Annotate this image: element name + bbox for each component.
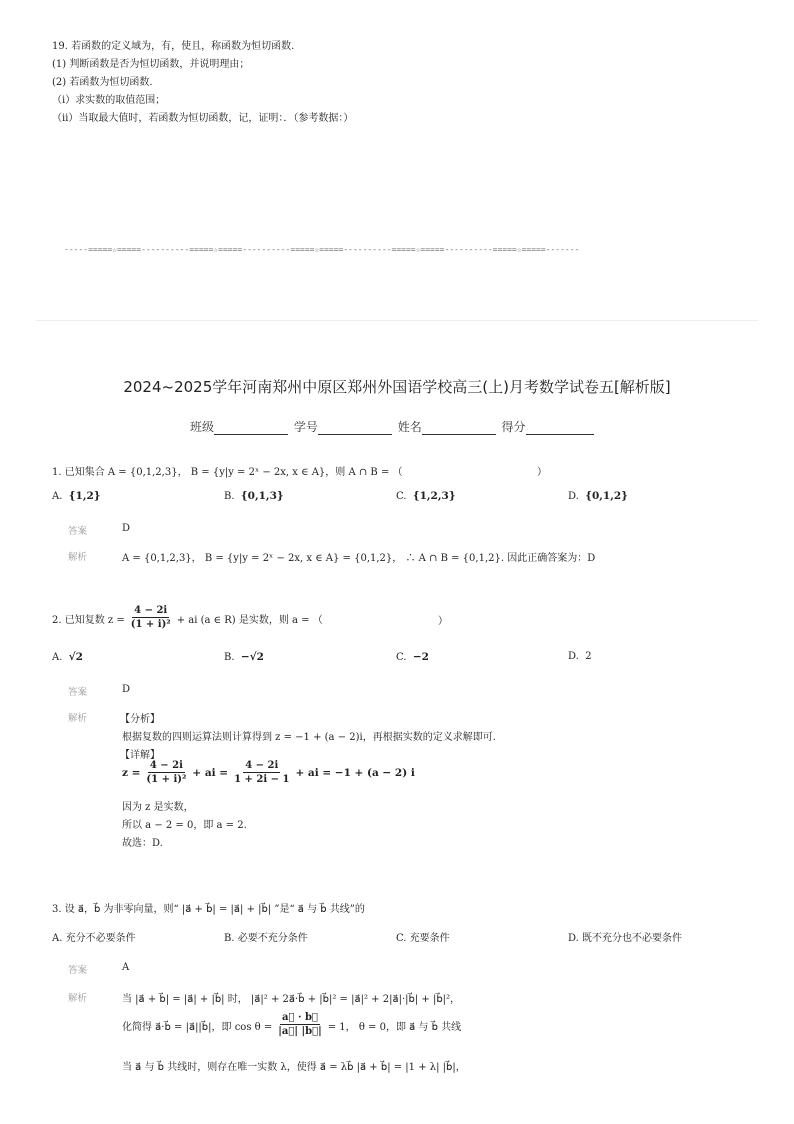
q2-option-a: A. √2 [52, 651, 83, 663]
q1-paren-close: ） [537, 467, 547, 478]
student-info-fields [190, 418, 596, 435]
q3-analysis-label: 解析 [68, 993, 88, 1004]
q2-eq-fraction-1: $\frac{4 - 2i}{\text{(1 + i)²}}$ [146, 760, 187, 785]
q1-option-a: A. {1,2} [52, 490, 101, 502]
q1-analysis: A = {0,1,2,3}， B = {y|y = 2ˣ − 2x, x ∈ A} = {0,1,2}， ∴ A ∩ B = {0,1,2}. 因此正确答案为：D [122, 553, 596, 564]
q2-answer: D [122, 684, 131, 695]
q2-option-c: C. −2 [396, 651, 429, 663]
q2-option-d: D. 2 [568, 651, 592, 662]
page-title: 2024~2025学年河南郑州中原区郑州外国语学校高三(上)月考数学试卷五[解析版] [123, 378, 671, 396]
q2-line-c: 故选：D. [122, 838, 163, 849]
q3-line3: 当 a⃗ 与 b⃗ 共线时，则存在唯一实数 λ，使得 a⃗ = λb⃗ |a⃗ + b⃗| = |1 + λ| |b⃗|， [122, 1062, 466, 1073]
q3-option-c: C. 充要条件 [396, 933, 450, 944]
field-class-blank[interactable] [214, 422, 288, 435]
field-number-label: 学号 [293, 420, 318, 434]
q2-equation: z = $\frac{4 - 2i}{\text{(1 + i)²}}$ + ai = $\frac{4 - 2i}{1 + 2i - 1}$ + ai = −1 + (a − 2) i [122, 760, 415, 785]
q1-option-b: B. {0,1,3} [224, 490, 284, 502]
field-name-label: 姓名 [397, 420, 422, 434]
q3-line1: 当 |a⃗ + b⃗| = |a⃗| + |b⃗| 时， |a⃗|² + 2a⃗·b⃗ + |b⃗|² = |a⃗|² + 2|a⃗|·|b⃗| + |b⃗|²， [122, 994, 461, 1005]
field-score-label: 得分 [501, 420, 526, 434]
q2-paren-close: ） [438, 616, 448, 627]
field-number-blank[interactable] [318, 422, 392, 435]
q19-part2: (2) 若函数为恒切函数. [52, 77, 153, 88]
q3-cos-fraction: $\frac{a⃗ \cdot b⃗}{|a⃗| |b⃗|}$ [278, 1012, 322, 1037]
q2-xiangjie-tag: 【详解】 [120, 750, 160, 761]
q1-answer: D [122, 523, 131, 534]
q2-eq-fraction-2: $\frac{4 - 2i}{1 + 2i - 1}$ [234, 760, 290, 785]
q1-stem: 1. 已知集合 A = {0,1,2,3}， B = {y|y = 2ˣ − 2x, x ∈ A}，则 A ∩ B = （ [52, 467, 403, 478]
q19-part1: (1) 判断函数是否为恒切函数，并说明理由； [52, 59, 250, 70]
q19-stem: 19. 若函数的定义域为，有，使且，称函数为恒切函数. [52, 41, 295, 52]
q2-fenxi-tag: 【分析】 [120, 714, 160, 725]
q2-answer-label: 答案 [68, 687, 88, 698]
field-name-blank[interactable] [422, 422, 496, 435]
field-score-blank[interactable] [526, 422, 594, 435]
q19-part2-i: （ⅰ）求实数的取值范围； [52, 95, 166, 106]
q1-option-c: C. {1,2,3} [396, 490, 456, 502]
q2-fenxi: 根据复数的四则运算法则计算得到 z = −1 + (a − 2)i，再根据实数的定义求解即可. [122, 732, 496, 743]
q19-part2-ii: （ⅱ）当取最大值时，若函数为恒切函数，记，证明：．（参考数据：） [52, 113, 354, 124]
q3-option-a: A. 充分不必要条件 [52, 933, 136, 944]
q1-answer-label: 答案 [68, 526, 88, 537]
field-class-label: 班级 [190, 420, 215, 434]
q2-option-b: B. −√2 [224, 651, 264, 663]
q2-stem: 2. 已知复数 z = $\frac{4 - 2i}{\text{(1 + i)²}}$ + ai (a ∈ R) 是实数，则 a = （ [52, 605, 323, 630]
q3-answer: A [122, 962, 130, 973]
q3-option-d: D. 既不充分也不必要条件 [568, 933, 683, 944]
q3-answer-label: 答案 [68, 965, 88, 976]
q2-analysis-label: 解析 [68, 713, 88, 724]
separator-line: -----=====☆=====----------=====☆=====----------=====☆=====----------=====☆=====----------=====☆=====------- [64, 245, 580, 254]
q2-line-b: 所以 a − 2 = 0，即 a = 2. [122, 820, 247, 831]
q1-option-d: D. {0,1,2} [568, 490, 628, 502]
q2-line-a: 因为 z 是实数， [122, 802, 194, 813]
page-divider [36, 320, 758, 321]
q3-line2: 化简得 a⃗·b⃗ = |a⃗||b⃗|，即 cos θ = $\frac{a⃗ \cdot b⃗}{|a⃗| |b⃗|}$ = 1， θ = 0，即 a⃗ 与 b⃗ 共线 [122, 1012, 462, 1037]
q1-analysis-label: 解析 [68, 552, 88, 563]
q3-option-b: B. 必要不充分条件 [224, 933, 308, 944]
q2-fraction: $\frac{4 - 2i}{\text{(1 + i)²}}$ [130, 605, 171, 630]
q3-stem: 3. 设 a⃗，b⃗ 为非零向量，则“ |a⃗ + b⃗| = |a⃗| + |b⃗| ”是“ a⃗ 与 b⃗ 共线”的 [52, 904, 365, 915]
